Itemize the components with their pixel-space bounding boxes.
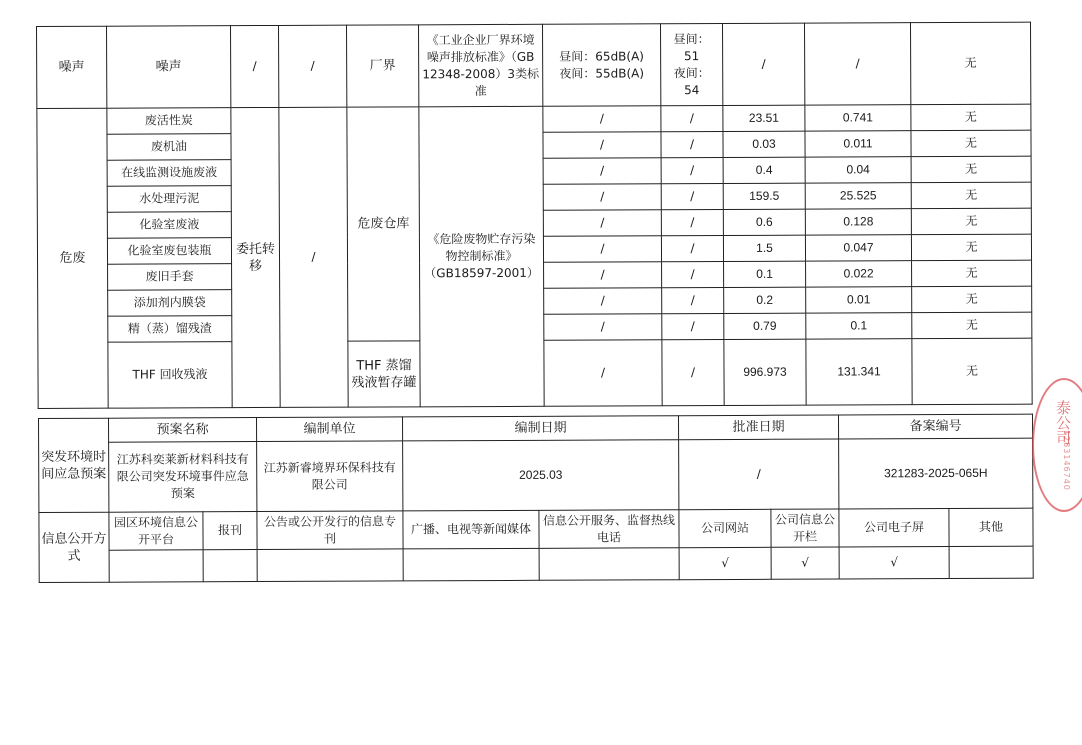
- hw-name: 化验室废包装瓶: [107, 238, 231, 265]
- hw-facility: 危废仓库: [347, 107, 420, 341]
- hw-thf-stock: 131.341: [806, 339, 912, 405]
- hw-c1: /: [544, 288, 662, 315]
- noise-measured-day-label: 昼间：: [673, 31, 710, 46]
- hw-c1: /: [543, 210, 661, 237]
- hw-amount: 0.6: [723, 209, 805, 235]
- noise-col-b: /: [804, 23, 910, 105]
- hw-disposal: 委托转移: [231, 107, 280, 407]
- discharge-table: [36, 22, 1033, 409]
- disclosure-label: 信息公开方式: [39, 512, 109, 582]
- hw-exceed: 无: [912, 312, 1032, 339]
- hw-c1: /: [544, 262, 662, 289]
- noise-limit-day: 昼间：65dB(A): [559, 48, 645, 64]
- hw-stock: 0.128: [805, 209, 911, 235]
- hw-amount: 0.03: [723, 131, 805, 157]
- disclosure-h-hotline: 信息公开服务、监督热线电话: [539, 510, 679, 549]
- noise-disposal: /: [231, 25, 279, 107]
- noise-exceed: 无: [910, 22, 1030, 105]
- disclosure-h-screen: 公司电子屏: [839, 509, 949, 547]
- disclosure-mark-other: [949, 546, 1033, 578]
- hw-stock: 0.047: [805, 235, 911, 261]
- noise-measured-night-label: 夜间：: [673, 65, 710, 80]
- hw-thf-exceed: 无: [912, 338, 1032, 405]
- noise-facility: 厂界: [346, 25, 418, 107]
- emergency-h-approve: 批准日期: [679, 415, 839, 440]
- emergency-name: 江苏科奕莱新材料科技有限公司突发环境事件应急预案: [109, 442, 257, 513]
- hw-c1: /: [543, 158, 661, 185]
- emergency-h-record: 备案编号: [839, 414, 1033, 439]
- hw-thf-facility: THF 蒸馏残液暂存罐: [348, 341, 420, 407]
- noise-row: [37, 22, 1031, 108]
- hw-name: 废机油: [107, 134, 231, 161]
- hw-amount: 159.5: [723, 183, 805, 209]
- hw-c1: /: [543, 132, 661, 159]
- disclosure-h-newspaper: 报刊: [203, 512, 257, 550]
- noise-category: 噪声: [37, 26, 107, 108]
- hw-exceed: 无: [911, 104, 1031, 131]
- hw-name: 精（蒸）馏残渣: [108, 316, 232, 343]
- disclosure-mark-board: √: [771, 547, 839, 579]
- hw-stock: 25.525: [805, 183, 911, 209]
- disclosure-mark-row: [39, 546, 1033, 582]
- disclosure-mark-newspaper: [203, 550, 257, 582]
- company-seal-icon: [1032, 378, 1082, 512]
- disclosure-h-other: 其他: [949, 508, 1033, 546]
- hw-c2: /: [661, 184, 723, 210]
- hw-exceed: 无: [911, 208, 1031, 235]
- disclosure-header-row: [39, 508, 1033, 550]
- hw-thf-c2: /: [662, 340, 724, 406]
- noise-limit-night: 夜间：55dB(A): [559, 65, 645, 81]
- hw-exceed: 无: [911, 130, 1031, 157]
- hw-name: 废活性炭: [107, 108, 231, 135]
- hw-standard: 《危险废物贮存污染物控制标准》（GB18597-2001）: [419, 106, 544, 407]
- hw-exceed: 无: [911, 156, 1031, 183]
- emergency-org: 江苏新睿境界环保科技有限公司: [257, 441, 403, 512]
- hw-stock: 0.1: [806, 313, 912, 339]
- emergency-record: 321283-2025-065H: [839, 438, 1033, 509]
- noise-col-a: /: [722, 23, 804, 105]
- hw-c1: /: [543, 184, 661, 211]
- hw-c1: /: [543, 236, 661, 263]
- plan-disclosure-table: [38, 414, 1034, 583]
- hw-c1: /: [543, 106, 661, 133]
- noise-measured-night-value: 54: [684, 82, 700, 97]
- hw-c2: /: [661, 210, 723, 236]
- hw-thf-c1: /: [544, 340, 662, 407]
- noise-name: 噪声: [107, 26, 231, 109]
- disclosure-mark-bulletin: [257, 549, 403, 582]
- disclosure-h-website: 公司网站: [679, 509, 771, 547]
- hw-name: 化验室废液: [107, 212, 231, 239]
- hw-stock: 0.011: [805, 131, 911, 157]
- disclosure-mark-screen: √: [839, 547, 949, 579]
- hw-stock: 0.741: [805, 105, 911, 131]
- hw-c2: /: [662, 314, 724, 340]
- hw-name: 添加剂内膜袋: [108, 290, 232, 317]
- noise-measured: [660, 24, 722, 106]
- emergency-h-org: 编制单位: [257, 417, 403, 442]
- hw-category: 危废: [37, 108, 108, 408]
- hw-exceed: 无: [912, 260, 1032, 287]
- emergency-label: 突发环境时间应急预案: [39, 418, 109, 512]
- hw-c2: /: [662, 262, 724, 288]
- disclosure-h-park: 园区环境信息公开平台: [109, 512, 203, 550]
- disclosure-h-board: 公司信息公开栏: [771, 509, 839, 547]
- hw-name: 废旧手套: [108, 264, 232, 291]
- hw-c2: /: [661, 236, 723, 262]
- disclosure-mark-website: √: [679, 547, 771, 579]
- disclosure-h-bulletin: 公告或公开发行的信息专刊: [257, 511, 403, 550]
- emergency-date: 2025.03: [403, 440, 679, 511]
- hw-exceed: 无: [911, 182, 1031, 209]
- seal-text: 泰公司: [1054, 400, 1072, 445]
- hw-amount: 0.2: [724, 287, 806, 313]
- hw-stock: 0.01: [806, 287, 912, 313]
- hw-amount: 23.51: [723, 105, 805, 131]
- hw-c1: /: [544, 314, 662, 341]
- hw-name: 在线监测设施废液: [107, 160, 231, 187]
- hw-exceed: 无: [911, 234, 1031, 261]
- hw-thf-name: THF 回收残液: [108, 342, 232, 409]
- hw-exceed: 无: [912, 286, 1032, 313]
- hw-c2: /: [661, 106, 723, 132]
- hw-amount: 1.5: [723, 235, 805, 261]
- disclosure-mark-hotline: [539, 548, 679, 581]
- disclosure-h-media: 广播、电视等新闻媒体: [403, 510, 539, 549]
- hw-name: 水处理污泥: [107, 186, 231, 213]
- emergency-approve: /: [679, 439, 839, 510]
- hw-amount: 0.4: [723, 157, 805, 183]
- hw-stock: 0.022: [806, 261, 912, 287]
- emergency-value-row: [39, 438, 1033, 512]
- disclosure-mark-media: [403, 548, 539, 581]
- hw-c2: /: [662, 288, 724, 314]
- seal-number: 1283146740: [1062, 430, 1071, 491]
- noise-limit: [542, 24, 660, 107]
- emergency-h-date: 编制日期: [403, 416, 679, 441]
- noise-disposal-unit: /: [278, 25, 346, 107]
- disclosure-mark-park: [109, 550, 203, 582]
- hw-amount: 0.1: [724, 261, 806, 287]
- hw-disposal-unit: /: [279, 107, 348, 407]
- emergency-h-name: 预案名称: [109, 418, 257, 443]
- hw-amount: 0.79: [724, 313, 806, 339]
- hw-thf-amount: 996.973: [724, 339, 806, 405]
- noise-standard: 《工业企业厂界环境噪声排放标准》（GB 12348-2008）3类标准: [418, 24, 542, 107]
- noise-measured-day-value: 51: [683, 48, 700, 63]
- hw-stock: 0.04: [805, 157, 911, 183]
- hw-c2: /: [661, 132, 723, 158]
- hw-c2: /: [661, 158, 723, 184]
